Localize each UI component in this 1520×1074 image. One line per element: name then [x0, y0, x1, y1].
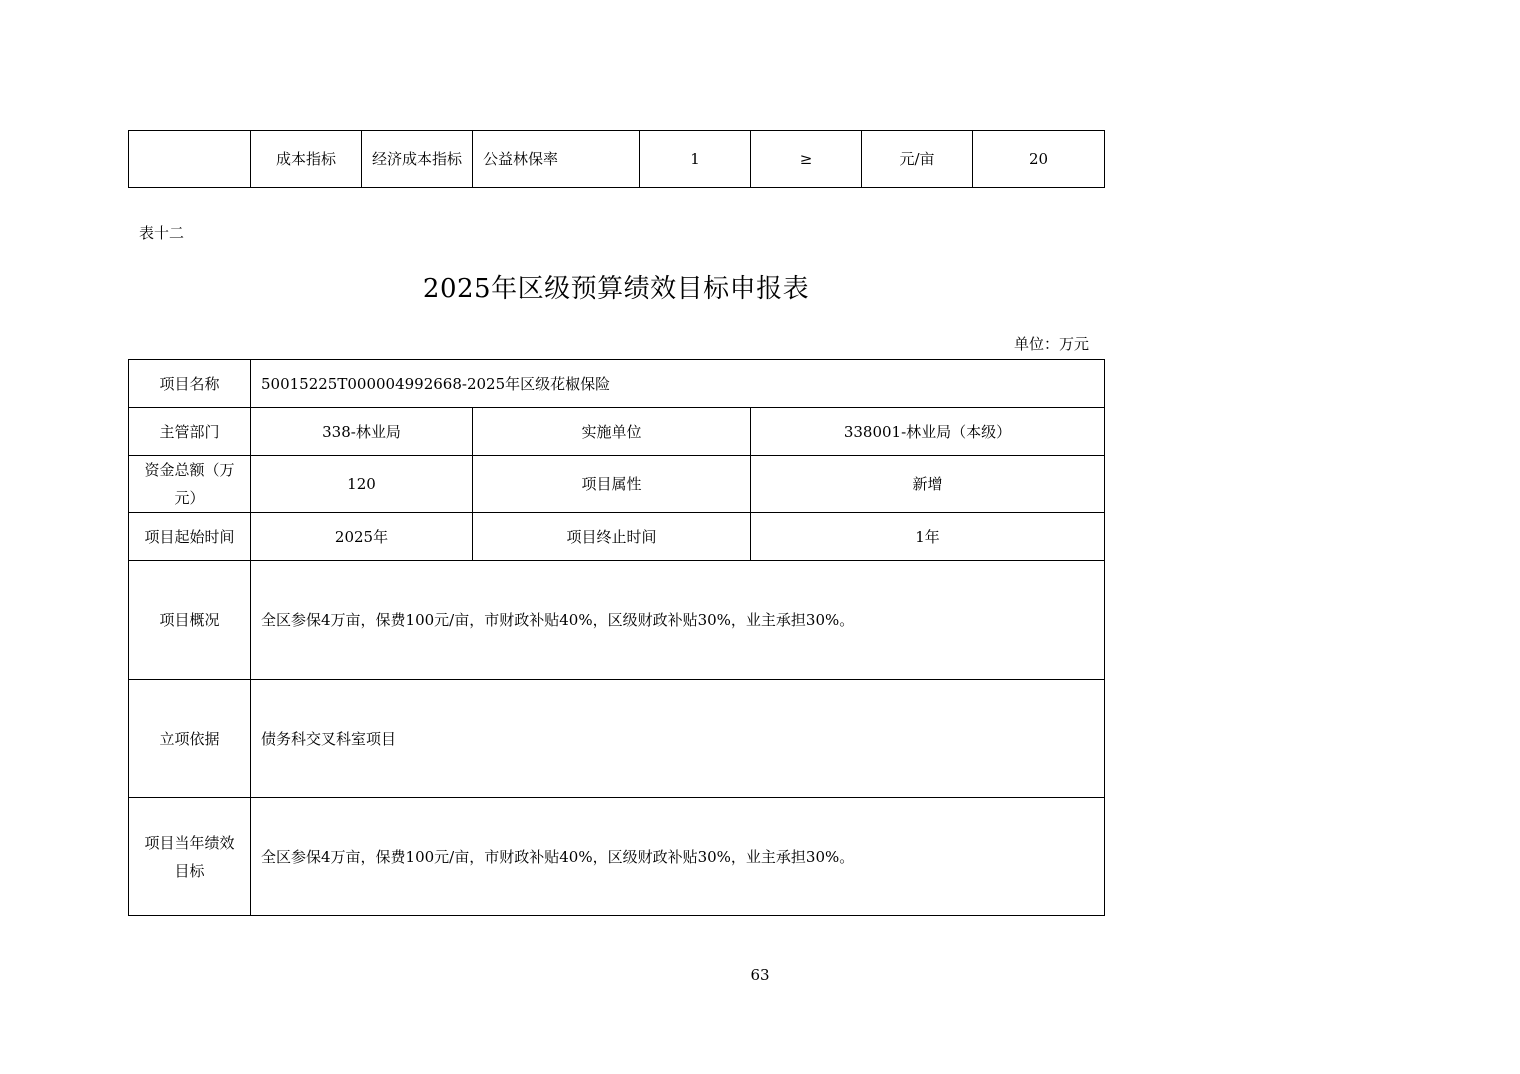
table-row [129, 798, 1105, 916]
unit-cell: 元/亩 [862, 131, 973, 188]
annual-goal-label: 项目当年绩效目标 [129, 798, 251, 916]
annual-goal-value: 全区参保4万亩，保费100元/亩，市财政补贴40%，区级财政补贴30%，业主承担30%。 [251, 798, 1105, 916]
project-name-label: 项目名称 [129, 360, 251, 408]
start-time-value: 2025年 [251, 513, 473, 561]
continued-indicator-table [128, 130, 1105, 188]
unit-label: 单位：万元 [1014, 335, 1090, 353]
department-label: 主管部门 [129, 408, 251, 456]
page-number: 63 [750, 966, 770, 984]
implementer-label: 实施单位 [473, 408, 751, 456]
value-cell: 1 [640, 131, 751, 188]
department-value: 338-林业局 [251, 408, 473, 456]
level2-cell: 成本指标 [251, 131, 362, 188]
page-title: 2025年区级预算绩效目标申报表 [422, 274, 810, 304]
table-label: 表十二 [139, 224, 185, 242]
overview-label: 项目概况 [129, 561, 251, 680]
operator-cell: ≥ [751, 131, 862, 188]
end-time-label: 项目终止时间 [473, 513, 751, 561]
basis-label: 立项依据 [129, 680, 251, 798]
table-row [129, 131, 1105, 188]
table-row [129, 408, 1105, 456]
level3-cell: 经济成本指标 [362, 131, 473, 188]
total-funds-value: 120 [251, 456, 473, 513]
overview-value: 全区参保4万亩，保费100元/亩，市财政补贴40%，区级财政补贴30%，业主承担30%。 [251, 561, 1105, 680]
start-time-label: 项目起始时间 [129, 513, 251, 561]
total-funds-label: 资金总额（万元） [129, 456, 251, 513]
attribute-value: 新增 [751, 456, 1105, 513]
target-cell: 20 [973, 131, 1105, 188]
table-row [129, 513, 1105, 561]
table-row [129, 360, 1105, 408]
end-time-value: 1年 [751, 513, 1105, 561]
table-row [129, 561, 1105, 680]
table-row [129, 456, 1105, 513]
table-row [129, 680, 1105, 798]
project-name-value: 50015225T000004992668-2025年区级花椒保险 [251, 360, 1105, 408]
attribute-label: 项目属性 [473, 456, 751, 513]
implementer-value: 338001-林业局（本级） [751, 408, 1105, 456]
basis-value: 债务科交叉科室项目 [251, 680, 1105, 798]
indicator-cell: 公益林保率 [473, 131, 640, 188]
budget-form-table [128, 359, 1105, 916]
level1-cell [129, 131, 251, 188]
